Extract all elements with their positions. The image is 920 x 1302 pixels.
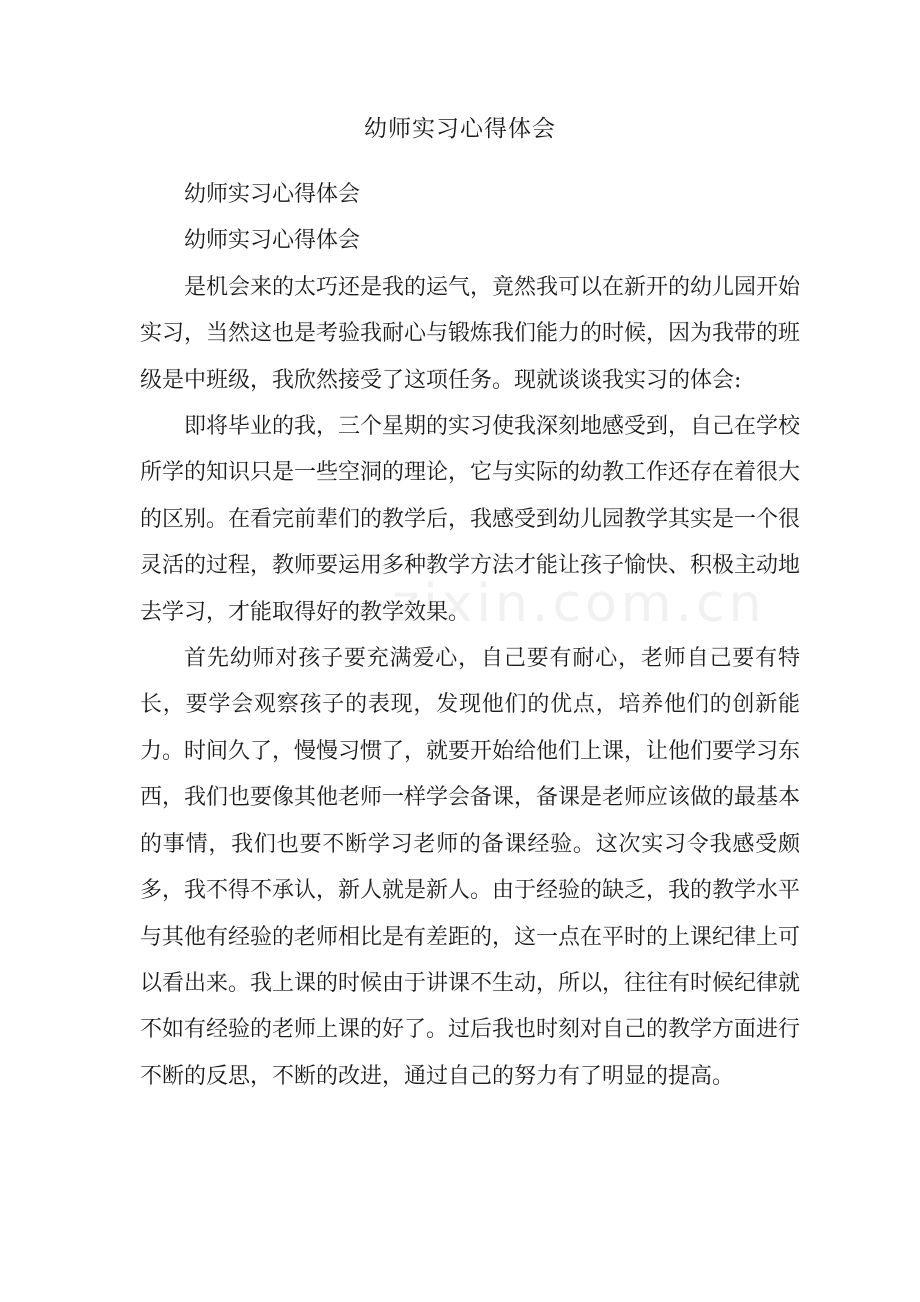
document-title: 幼师实习心得体会 [364,116,556,142]
document-body [140,172,800,1100]
paragraph-reflection: 即将毕业的我，三个星期的实习使我深刻地感受到，自己在学校所学的知识只是一些空洞的理论，它与实际的幼教工作还存在着很大的区别。在看完前辈们的教学后，我感受到幼儿园教学其实是一个很灵活的过程，教师要运用多种教学方法才能让孩子愉快、积极主动地去学习，才能取得好的教学效果。 [140,414,801,625]
watermark: zixin.com.cn [392,574,766,634]
paragraph-intro: 是机会来的太巧还是我的运气，竟然我可以在新开的幼儿园开始实习，当然这也是考验我耐心与锻炼我们能力的时候，因为我带的班级是中班级，我欣然接受了这项任务。现就谈谈我实习的体会: [140,274,801,393]
paragraph-subtitle-2: 幼师实习心得体会 [184,228,361,254]
paragraph-experience: 首先幼师对孩子要充满爱心，自己要有耐心，老师自己要有特长，要学会观察孩子的表现，发现他们的优点，培养他们的创新能力。时间久了，慢慢习惯了，就要开始给他们上课，让他们要学习东西，我们也要像其他老师一样学会备课，备课是老师应该做的最基本的事情，我们也要不断学习老师的备课经验。这次实习令我感受颇多，我不得不承认，新人就是新人。由于经验的缺乏，我的教学水平与其他有经验的老师相比是有差距的，这一点在平时的上课纪律上可以看出来。我上课的时候由于讲课不生动，所以，往往有时候纪律就不如有经验的老师上课的好了。过后我也时刻对自己的教学方面进行不断的反思，不断的改进，通过自己的努力有了明显的提高。 [140,646,801,1089]
paragraph-subtitle-1: 幼师实习心得体会 [184,182,361,207]
